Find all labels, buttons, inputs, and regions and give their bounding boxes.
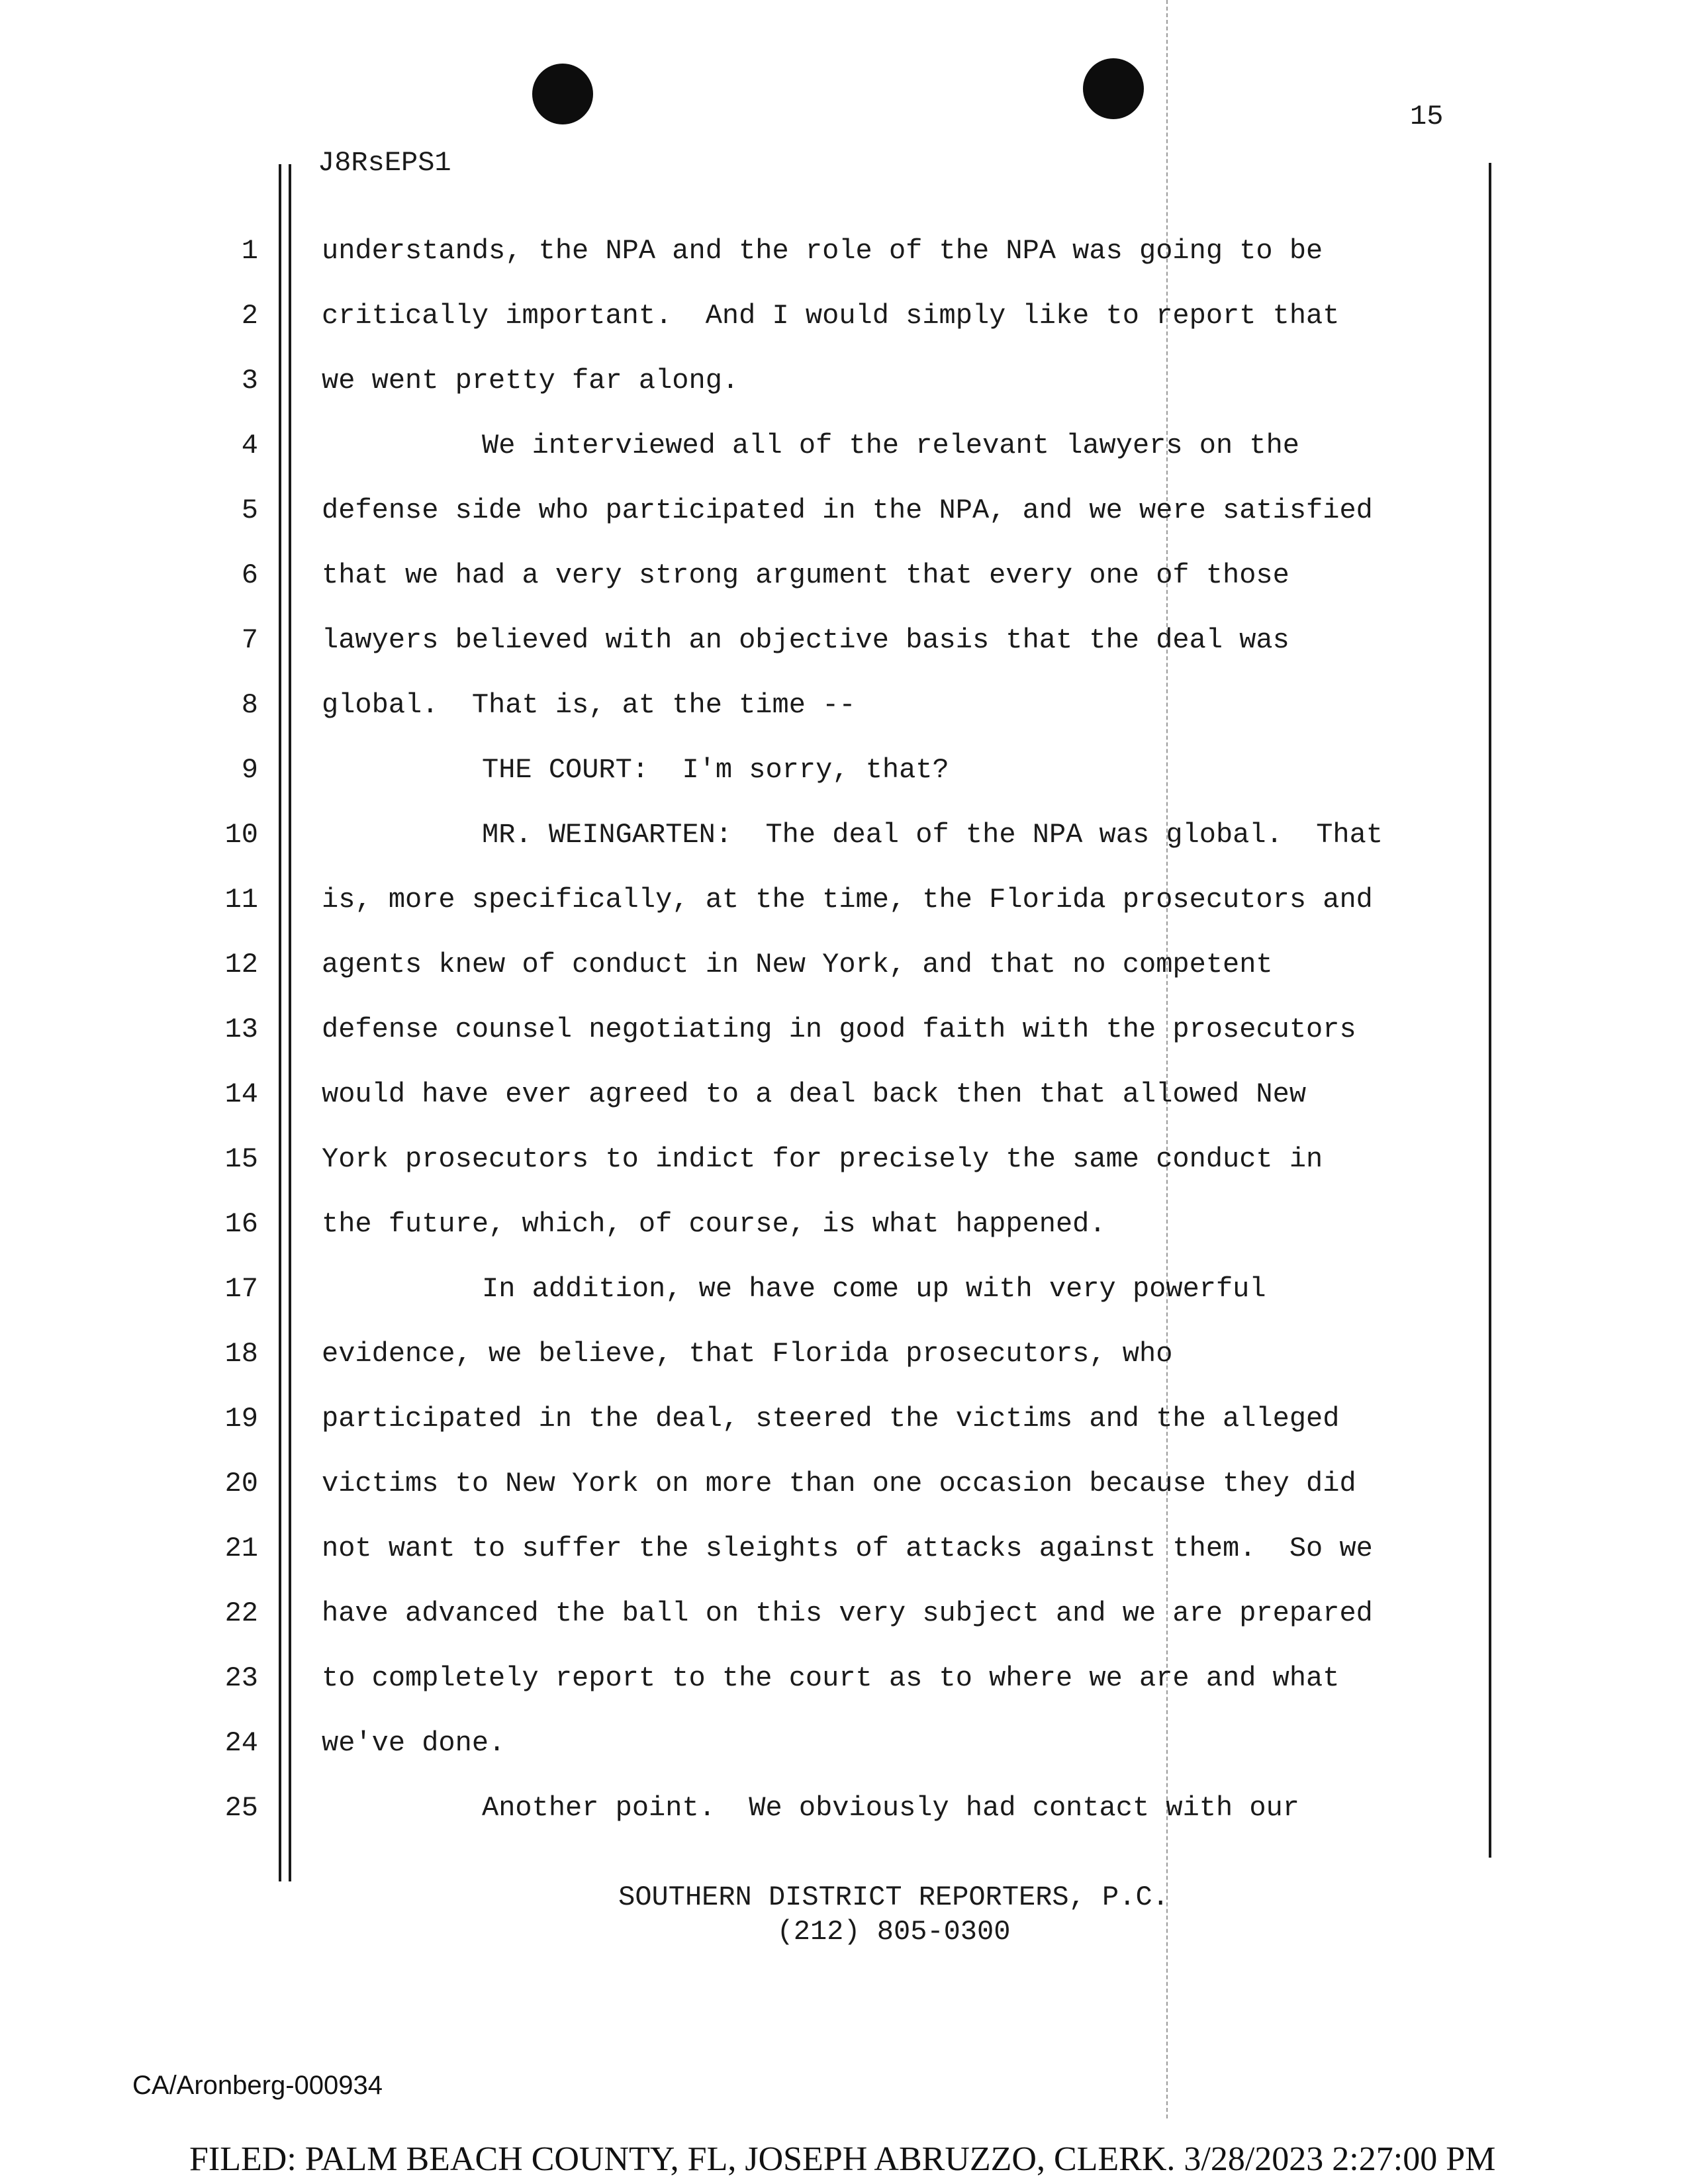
line-number: 23 <box>224 1662 258 1694</box>
transcript-line: We interviewed all of the relevant lawyers on the <box>482 430 1300 461</box>
transcript-line: evidence, we believe, that Florida prosecutors, who <box>322 1338 1173 1370</box>
line-number: 19 <box>224 1403 258 1435</box>
line-number-column <box>199 232 258 1854</box>
transcript-line: MR. WEINGARTEN: The deal of the NPA was global. That <box>482 819 1383 851</box>
line-number: 5 <box>241 495 258 526</box>
line-number: 18 <box>224 1338 258 1370</box>
transcript-line: victims to New York on more than one occasion because they did <box>322 1468 1356 1499</box>
transcript-line: global. That is, at the time -- <box>322 689 856 721</box>
left-margin-rule-outer <box>279 164 281 1881</box>
punch-hole-right <box>1083 58 1144 119</box>
line-number: 13 <box>224 1014 258 1045</box>
line-number: 4 <box>241 430 258 461</box>
line-number: 22 <box>224 1597 258 1629</box>
line-number: 11 <box>224 884 258 916</box>
left-margin-rule-inner <box>289 164 291 1881</box>
transcript-line: to completely report to the court as to where we are and what <box>322 1662 1340 1694</box>
page-number: 15 <box>1410 101 1444 132</box>
transcript-line: York prosecutors to indict for precisely the same conduct in <box>322 1143 1323 1175</box>
transcript-line: is, more specifically, at the time, the Florida prosecutors and <box>322 884 1373 916</box>
line-number: 21 <box>224 1533 258 1564</box>
transcript-line: we went pretty far along. <box>322 365 739 397</box>
line-number: 1 <box>241 235 258 267</box>
line-number: 20 <box>224 1468 258 1499</box>
transcript-line: understands, the NPA and the role of the NPA was going to be <box>322 235 1323 267</box>
court-reporter-footer <box>397 1880 1390 1949</box>
transcript-line: would have ever agreed to a deal back then that allowed New <box>322 1078 1307 1110</box>
reporter-name: SOUTHERN DISTRICT REPORTERS, P.C. <box>618 1881 1169 1913</box>
transcript-line: THE COURT: I'm sorry, that? <box>482 754 949 786</box>
filed-stamp: FILED: PALM BEACH COUNTY, FL, JOSEPH ABRUZZO, CLERK. 3/28/2023 2:27:00 PM <box>189 2140 1496 2178</box>
line-number: 9 <box>241 754 258 786</box>
transcript-line: defense side who participated in the NPA, and we were satisfied <box>322 495 1373 526</box>
transcript-line: we've done. <box>322 1727 506 1759</box>
reporter-phone: (212) 805-0300 <box>776 1916 1011 1948</box>
transcript-line: have advanced the ball on this very subject and we are prepared <box>322 1597 1373 1629</box>
transcript-line: that we had a very strong argument that every one of those <box>322 559 1289 591</box>
punch-hole-left <box>532 64 593 124</box>
line-number: 3 <box>241 365 258 397</box>
line-number: 14 <box>224 1078 258 1110</box>
line-number: 6 <box>241 559 258 591</box>
transcript-line: defense counsel negotiating in good faith with the prosecutors <box>322 1014 1356 1045</box>
transcript-line: the future, which, of course, is what happened. <box>322 1208 1106 1240</box>
transcript-line: lawyers believed with an objective basis that the deal was <box>322 624 1289 656</box>
transcript-line: agents knew of conduct in New York, and that no competent <box>322 949 1273 980</box>
line-number: 2 <box>241 300 258 332</box>
line-number: 8 <box>241 689 258 721</box>
transcript-line: not want to suffer the sleights of attacks against them. So we <box>322 1533 1373 1564</box>
line-number: 24 <box>224 1727 258 1759</box>
transcript-line: participated in the deal, steered the victims and the alleged <box>322 1403 1340 1435</box>
transcript-line: Another point. We obviously had contact with our <box>482 1792 1300 1824</box>
line-number: 7 <box>241 624 258 656</box>
transcript-body <box>322 232 1487 1854</box>
line-number: 10 <box>224 819 258 851</box>
case-code: J8RsEPS1 <box>318 147 451 179</box>
bates-number: CA/Aronberg-000934 <box>132 2071 383 2100</box>
line-number: 17 <box>224 1273 258 1305</box>
line-number: 16 <box>224 1208 258 1240</box>
line-number: 15 <box>224 1143 258 1175</box>
transcript-line: In addition, we have come up with very powerful <box>482 1273 1266 1305</box>
right-margin-rule <box>1489 163 1491 1858</box>
line-number: 25 <box>224 1792 258 1824</box>
transcript-line: critically important. And I would simply like to report that <box>322 300 1340 332</box>
line-number: 12 <box>224 949 258 980</box>
